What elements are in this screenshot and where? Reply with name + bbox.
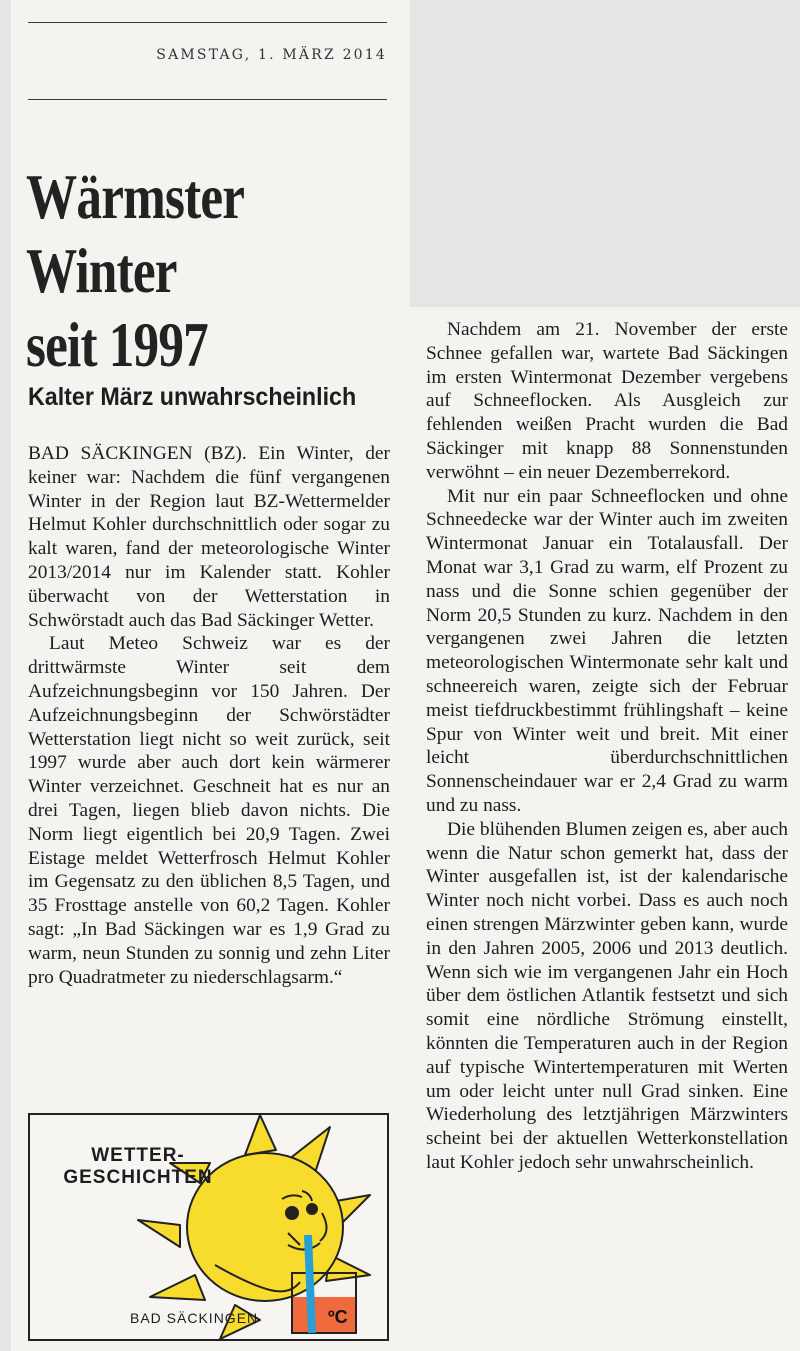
headline	[26, 160, 314, 382]
paragraph: Laut Meteo Schweiz war es der drittwärmste Winter seit dem Aufzeichnungsbeginn vor 150 Jahren. Der Aufzeichnungsbeginn der Schwörstädter Wetterstation liegt nicht so weit zurück, seit 1997 wurde aber auch dort kein wärmerer Winter verzeichnet. Geschneit hat es nur an drei Tagen, liegen blieb davon nichts. Die Norm liegt eigentlich bei 20,9 Tagen. Zwei Eistage meldet Wetterfrosch Helmut Kohler im Gegensatz zu den üblichen 8,5 Tagen, und 35 Frosttage anstelle von 60,2 Tagen. Kohler sagt: „In Bad Säckingen war es 1,9 Grad zu warm, neun Stunden zu sonnig und zehn Liter pro Quadratmeter zu niederschlagsarm.“	[28, 633, 390, 988]
subheadline: Kalter März unwahrscheinlich	[28, 383, 357, 411]
box-title	[38, 1145, 238, 1189]
box-place: BAD SÄCKINGEN	[130, 1310, 259, 1326]
paragraph: Mit nur ein paar Schneeflocken und ohne Schneedecke war der Winter auch im zweiten Wintermonat Januar ein Totalausfall. Der Monat war 3,1 Grad zu warm, elf Prozent zu nass und die Sonne schien gegenüber der Norm 20,5 Stunden zu kurz. Nachdem in den vergangenen zwei Jahren die letzten meteorologischen Wintermonate sehr kalt und schneereich waren, zeigte sich der Februar meist tiefdruckbestimmt frühlingshaft – keine Spur von Winter weit und breit. Mit einer leicht überdurchschnittlichen Sonnenscheindauer war er 2,4 Grad zu warm und zu nass.	[426, 485, 788, 816]
top-rule	[28, 22, 387, 23]
dateline-rule	[28, 99, 387, 100]
headline-line-2: Winter	[26, 235, 177, 306]
article-column-right	[426, 318, 788, 1175]
headline-line-1: Wärmster	[26, 161, 245, 232]
paragraph: BAD SÄCKINGEN (BZ). Ein Winter, der keiner war: Nachdem die fünf vergangenen Winter in der Region laut BZ-Wettermelder Helmut Kohler durchschnittlich oder sogar zu kalt waren, fand der meteorologische Winter 2013/2014 nur im Kalender statt. Kohler überwacht von der Wetterstation in Schwörstadt auch das Bad Säckinger Wetter.	[28, 443, 390, 631]
dateline: SAMSTAG, 1. MÄRZ 2014	[156, 47, 387, 63]
article-column-left	[28, 442, 390, 989]
headline-line-3: seit 1997	[26, 309, 208, 380]
paragraph: Die blühenden Blumen zeigen es, aber auch wenn die Natur schon gemerkt hat, dass der Winter ausgefallen ist, ist der kalendarische Winter noch nicht vorbei. Dass es auch noch einen strengen Märzwinter geben kann, wurde in den Jahren 2005, 2006 und 2013 deutlich. Wenn sich wie im vergangenen Jahr ein Hoch über dem östlichen Atlantik festsetzt und sich somit eine nördliche Strömung einstellt, könnten die Temperaturen auch in der Region auf typische Wintertemperaturen mit Werten um oder leicht unter null Grad sinken. Eine Wiederholung des letztjährigen Märzwinters scheint bei der aktuellen Wetterkonstellation laut Kohler jedoch sehr unwahrscheinlich.	[426, 818, 788, 1173]
paragraph: Nachdem am 21. November der erste Schnee gefallen war, wartete Bad Säckingen im ersten Wintermonat Dezember vergebens auf Schneeflocken. Als Ausgleich zur fehlenden weißen Pracht wurden die Bad Säckinger mit knapp 88 Sonnenstunden verwöhnt – ein neuer Dezemberrekord.	[426, 319, 788, 483]
box-title-line-2: GESCHICHTEN	[63, 1167, 213, 1188]
weather-stories-box	[28, 1113, 389, 1341]
box-title-line-1: WETTER-	[91, 1145, 185, 1166]
glass-label: ºC	[328, 1307, 348, 1327]
